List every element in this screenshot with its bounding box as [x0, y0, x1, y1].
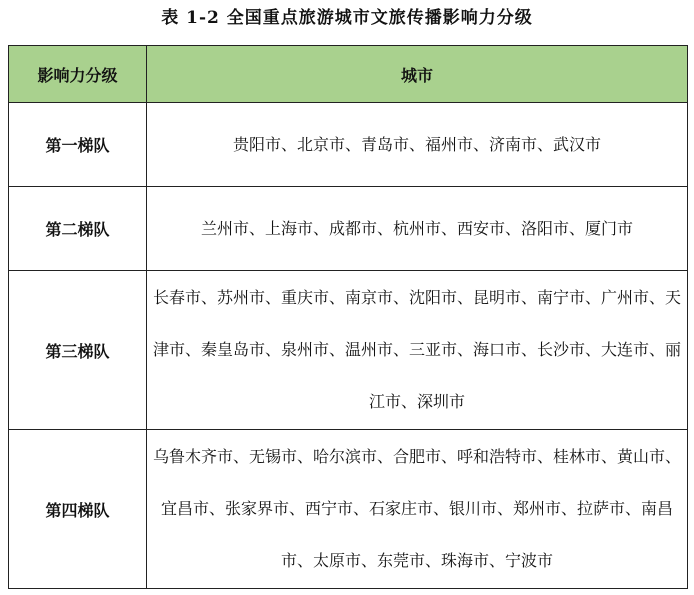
tier-cell: 第四梯队	[9, 430, 147, 589]
header-cities: 城市	[147, 46, 688, 103]
cities-cell: 贵阳市、北京市、青岛市、福州市、济南市、武汉市	[147, 103, 688, 187]
header-tier: 影响力分级	[9, 46, 147, 103]
cities-cell: 乌鲁木齐市、无锡市、哈尔滨市、合肥市、呼和浩特市、桂林市、黄山市、宜昌市、张家界市、西宁市、石家庄市、银川市、郑州市、拉萨市、南昌市、太原市、东莞市、珠海市、宁波市	[147, 430, 688, 589]
tier-cell: 第二梯队	[9, 187, 147, 271]
cities-cell: 兰州市、上海市、成都市、杭州市、西安市、洛阳市、厦门市	[147, 187, 688, 271]
table-caption: 表 1-2 全国重点旅游城市文旅传播影响力分级	[161, 8, 533, 28]
cities-cell: 长春市、苏州市、重庆市、南京市、沈阳市、昆明市、南宁市、广州市、天津市、秦皇岛市、泉州市、温州市、三亚市、海口市、长沙市、大连市、丽江市、深圳市	[147, 271, 688, 430]
table-row	[9, 187, 688, 271]
tier-cell: 第一梯队	[9, 103, 147, 187]
tier-cell: 第三梯队	[9, 271, 147, 430]
table-header-row	[9, 46, 688, 103]
table-row	[9, 271, 688, 430]
table-row	[9, 430, 688, 589]
influence-tier-table	[8, 45, 688, 589]
table-row	[9, 103, 688, 187]
